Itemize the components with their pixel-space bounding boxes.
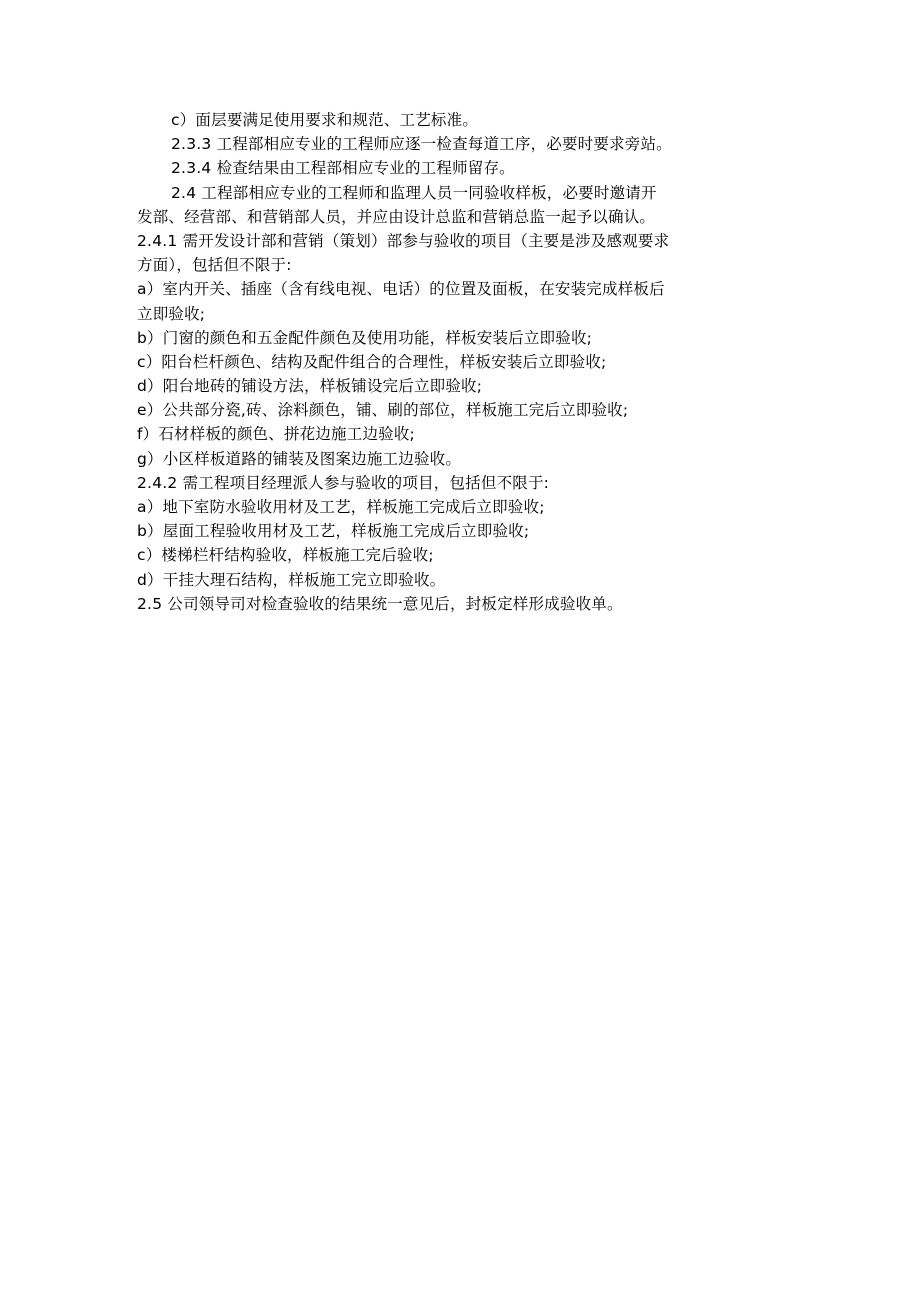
document-line: g）小区样板道路的铺装及图案边施工边验收。 (137, 449, 462, 468)
document-line: 立即验收; (137, 304, 206, 323)
document-line: b）门窗的颜色和五金配件颜色及使用功能，样板安装后立即验收; (137, 328, 593, 347)
document-line: b）屋面工程验收用材及工艺，样板施工完成后立即验收; (137, 522, 530, 541)
document-line: 2.5 公司领导司对检查验收的结果统一意见后，封板定样形成验收单。 (137, 594, 623, 613)
document-line: c）阳台栏杆颜色、结构及配件组合的合理性，样板安装后立即验收; (137, 352, 607, 371)
document-line: c）楼梯栏杆结构验收，样板施工完后验收; (137, 546, 434, 565)
document-line: 2.4.2 需工程项目经理派人参与验收的项目，包括但不限于: (137, 473, 550, 492)
document-line: 2.4.1 需开发设计部和营销（策划）部参与验收的项目（主要是涉及感观要求 (137, 231, 670, 250)
document-line: 发部、经营部、和营销部人员，并应由设计总监和营销总监一起予以确认。 (137, 207, 656, 226)
document-line: e）公共部分瓷,砖、涂料颜色，铺、刷的部位，样板施工完后立即验收; (137, 401, 629, 420)
document-line: 方面），包括但不限于: (137, 256, 292, 275)
document-line: c）面层要满足使用要求和规范、工艺标准。 (171, 111, 479, 129)
document-line: a）地下室防水验收用材及工艺，样板施工完成后立即验收; (137, 498, 545, 516)
document-line: f）石材样板的颜色、拼花边施工边验收; (137, 425, 415, 444)
document-line: 2.3.4 检查结果由工程部相应专业的工程师留存。 (171, 159, 515, 178)
document-line: a）室内开关、插座（含有线电视、电话）的位置及面板，在安装完成样板后 (137, 280, 665, 299)
document-line: 2.3.3 工程部相应专业的工程师应逐一检查每道工序，必要时要求旁站。 (171, 135, 672, 154)
document-body (137, 108, 777, 616)
document-line: d）阳台地砖的铺设方法，样板铺设完后立即验收; (137, 377, 483, 396)
document-line: d）干挂大理石结构，样板施工完立即验收。 (137, 570, 446, 589)
document-line: 2.4 工程部相应专业的工程师和监理人员一同验收样板，必要时邀请开 (171, 183, 657, 202)
